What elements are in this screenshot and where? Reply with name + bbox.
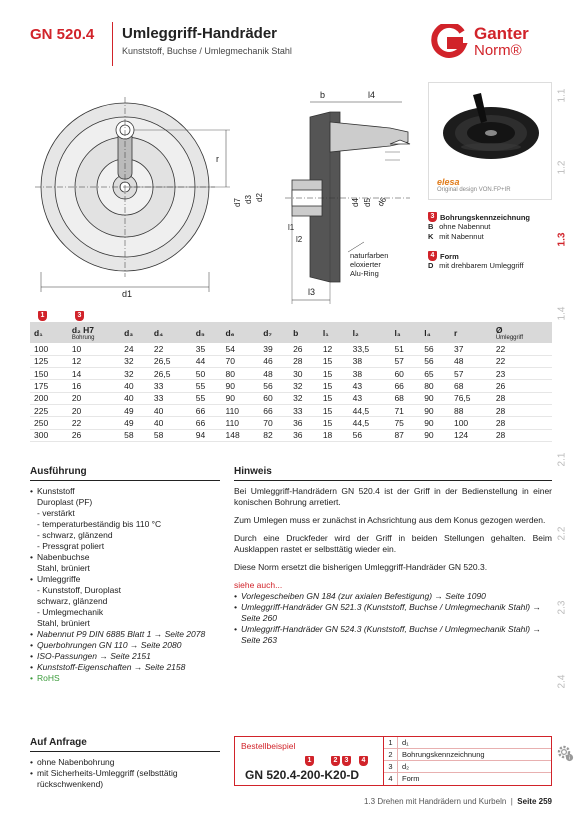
table-cell: 56 [420,343,450,355]
dim-label-l3: l3 [308,287,316,297]
table-cell: 56 [420,355,450,367]
table-cell: 70 [259,417,289,429]
legend-num: 2 [384,749,398,760]
table-cell: 70 [221,355,259,367]
table-cell: 15 [319,380,349,392]
list-item: • Kunststoff [30,486,220,497]
table-cell: 32 [120,368,150,380]
hinweis-paragraph: Bei Umleggriff-Handrädern GN 520.4 ist der Griff in der Bedienstellung in einer konischen Bohrung arretiert. [234,486,552,507]
table-cell: 28 [289,355,319,367]
note-alu-ring: Alu-Ring [350,269,379,278]
table-cell: 66 [390,380,420,392]
front-view [35,97,230,292]
page-header [30,22,560,72]
table-cell: 60 [259,392,289,404]
badge-2: 2 [331,756,340,766]
ganter-logo-icon [430,24,468,58]
table-cell: 66 [192,417,222,429]
table-header-cell [289,322,319,343]
ausfuehrung-section [30,466,220,684]
table-cell: 12 [68,355,120,367]
table-cell: 39 [259,343,289,355]
bore-heading [428,212,558,222]
order-example-code: GN 520.4-200-K20-D [245,768,360,782]
table-header-row [30,322,552,343]
table-cell: 33 [289,404,319,416]
table-cell: 43 [349,392,391,404]
table-row [30,392,552,404]
table-cell: 48 [450,355,492,367]
table-cell: 110 [221,417,259,429]
table-cell: 36 [289,429,319,441]
table-header-cell [390,322,420,343]
table-cell: 57 [450,368,492,380]
badge-1: 1 [38,311,47,321]
table-cell: 26,5 [150,368,192,380]
chapter-link-2-1[interactable]: 2.1 [556,452,568,467]
table-cell: 40 [150,417,192,429]
legend-num: 3 [384,761,398,772]
table-cell: 65 [420,368,450,380]
dim-label-d1: d1 [122,289,133,299]
table-header-cell [30,322,68,343]
table-row [30,343,552,355]
chapter-link-1-4[interactable]: 1.4 [556,306,568,321]
see-also-label: siehe auch... [234,580,283,590]
header-label: d₄ [153,327,164,338]
code-k: K [428,232,434,241]
header-label: l₄ [424,327,431,338]
ausfuehrung-heading: Ausführung [30,466,220,481]
table-header-cell [259,322,289,343]
table-cell: 50 [192,368,222,380]
table-cell: 55 [192,392,222,404]
table-cell: 24 [120,343,150,355]
table-cell: 20 [68,404,120,416]
header-label: Ø [495,324,503,335]
ausfuehrung-list [30,486,220,684]
table-cell: 124 [450,429,492,441]
order-legend [383,737,551,785]
table-header-cell [120,322,150,343]
table-cell: 80 [221,368,259,380]
code-row [428,232,558,242]
chapter-link-1-1[interactable]: 1.1 [556,88,568,103]
list-item: - temperaturbeständig bis 110 °C [37,519,162,529]
table-cell: 22 [492,355,552,367]
list-item[interactable]: • Kunststoff-Eigenschaften → Seite 2158 [30,662,220,673]
header-label: l₂ [352,327,359,338]
table-cell: 44 [192,355,222,367]
order-legend-row [384,737,551,749]
code-b-text: ohne Nabennut [439,222,491,231]
table-cell: 54 [221,343,259,355]
table-cell: 250 [30,417,68,429]
table-cell: 23 [492,368,552,380]
dimensions-table [30,322,552,442]
chapter-link-2-2[interactable]: 2.2 [556,526,568,541]
table-cell: 35 [192,343,222,355]
list-item: Stahl, brüniert [37,563,90,573]
table-cell: 68 [390,392,420,404]
table-cell: 55 [192,380,222,392]
table-cell: 30 [289,368,319,380]
table-cell: 22 [150,343,192,355]
hinweis-paragraph: Diese Norm ersetzt die bisherigen Umleggriff-Handräder GN 520.3. [234,562,488,572]
table-cell: 32 [289,392,319,404]
code-legend [428,208,558,271]
table-cell: 28 [492,429,552,441]
table-cell: 49 [120,417,150,429]
elesa-brand: elesa [437,177,460,187]
table-cell: 100 [450,417,492,429]
dim-label-l1: l1 [288,223,295,232]
table-header-cell [221,322,259,343]
badge-4: 4 [359,756,368,766]
list-item: • ohne Nabenbohrung [30,757,220,768]
table-cell: 88 [450,404,492,416]
legend-text: Form [402,774,420,783]
code-k-text: mit Nabennut [439,232,484,241]
table-cell: 94 [192,429,222,441]
table-cell: 28 [492,392,552,404]
table-cell: 44,5 [349,417,391,429]
table-header-cell [349,322,391,343]
dim-label-d4: d4 [351,198,360,207]
table-cell: 38 [349,355,391,367]
table-cell: 22 [68,417,120,429]
chapter-link-1-3[interactable]: 1.3 [556,232,568,247]
table-body [30,343,552,441]
table-cell: 10 [68,343,120,355]
legend-num: 1 [384,737,398,748]
list-item: Duroplast (PF) [37,497,93,507]
order-legend-row [384,773,551,785]
svg-text:i: i [568,755,571,762]
list-item: • mit Sicherheits-Umleggriff (selbsttätig rückschwenkend) [30,768,220,790]
legend-text: Bohrungskennzeichnung [402,750,485,759]
table-cell: 46 [259,355,289,367]
config-gear-icon[interactable] [556,744,574,762]
table-cell: 57 [390,355,420,367]
header-label: d₇ [263,327,272,338]
table-row [30,417,552,429]
table-row [30,404,552,416]
order-legend-row [384,749,551,761]
table-cell: 26 [68,429,120,441]
header-label: d₂ H7 [71,324,95,335]
dim-label-d3: d3 [244,195,253,204]
list-item: Stahl, brüniert [37,618,90,628]
list-item: - schwarz, glänzend [37,530,113,540]
form-heading-text: Form [440,251,459,261]
order-legend-row [384,761,551,773]
see-also-link[interactable]: • Umleggriff-Handräder GN 524.3 (Kunststoff, Buchse / Umlegmechanik Stahl) → Seite 263 [234,624,552,646]
dim-label-d5: d5 [363,198,372,207]
table-cell: 28 [492,417,552,429]
table-cell: 15 [319,404,349,416]
note-eloxierter: eloxierter [350,260,381,269]
hinweis-heading: Hinweis [234,466,552,481]
table-cell: 90 [420,417,450,429]
product-code: GN 520.4 [30,26,95,43]
table-row [30,355,552,367]
logo-text-norm: Norm® [474,42,522,59]
table-cell: 15 [319,368,349,380]
table-cell: 12 [319,343,349,355]
logo-text-ganter: Ganter [474,24,529,43]
bore-heading-text: Bohrungskennzeichnung [440,212,530,222]
table-cell: 110 [221,404,259,416]
table-cell: 58 [120,429,150,441]
hinweis-section [234,466,552,646]
dim-label-b: b [320,90,326,100]
table-cell: 48 [259,368,289,380]
list-item: - verstärkt [37,508,75,518]
header-label: d₅ [195,327,205,338]
list-item: • RoHS [30,673,220,684]
table-cell: 80 [420,380,450,392]
dim-label-d6: d6 [375,195,389,208]
header-label: d₁ [34,327,43,338]
code-d-text: mit drehbarem Umleggriff [439,261,524,270]
table-cell: 200 [30,392,68,404]
table-cell: 56 [259,380,289,392]
technical-drawing [30,82,420,307]
footer-separator: | [510,797,513,806]
header-label: d₃ [124,327,134,338]
table-cell: 90 [221,380,259,392]
table-cell: 33,5 [349,343,391,355]
page-subtitle: Kunststoff, Buchse / Umlegmechanik Stahl [122,46,292,56]
header-sublabel: Umleggriff [495,334,524,341]
table-cell: 15 [319,417,349,429]
table-cell: 51 [390,343,420,355]
table-cell: 38 [349,368,391,380]
list-item: • Nabenbuchse [30,552,220,563]
product-photo [428,82,552,200]
handwheel-photo [429,83,551,173]
table-cell: 100 [30,343,68,355]
table-header-cell [319,322,349,343]
order-example-box [234,736,552,786]
table-cell: 90 [420,404,450,416]
badge-4: 4 [428,251,437,261]
table-header-cell [420,322,450,343]
legend-text: d₂ [402,762,410,771]
table-cell: 66 [259,404,289,416]
header-label: l₁ [322,327,329,338]
table-cell: 71 [390,404,420,416]
legend-num: 4 [384,773,398,785]
table-cell: 22 [492,343,552,355]
table-cell: 49 [120,404,150,416]
ganter-logo [430,22,560,62]
list-item: - Pressgrat poliert [37,541,105,551]
badge-3: 3 [342,756,351,766]
header-divider [112,22,113,66]
note-naturfarben: naturfarben [350,251,389,260]
badge-3: 3 [428,212,437,222]
table-header-cell [492,322,552,343]
anfrage-section [30,737,220,790]
table-cell: 58 [150,429,192,441]
dim-label-l4: l4 [368,90,376,100]
table-cell: 82 [259,429,289,441]
table-cell: 18 [319,429,349,441]
table-cell: 43 [349,380,391,392]
table-cell: 40 [150,404,192,416]
table-cell: 40 [120,392,150,404]
chapter-link-1-2[interactable]: 1.2 [556,160,568,175]
dim-label-d7: d7 [233,198,242,207]
code-row [428,222,558,232]
table-cell: 76,5 [450,392,492,404]
table-cell: 32 [120,355,150,367]
legend-text: d₁ [402,738,409,747]
table-cell: 40 [120,380,150,392]
header-label: r [453,327,458,338]
table-cell: 32 [289,380,319,392]
code-b: B [428,222,434,231]
table-cell: 90 [420,429,450,441]
list-item[interactable]: • Querbohrungen GN 110 → Seite 2080 [30,640,220,651]
table-cell: 175 [30,380,68,392]
table-header-cell [68,322,120,343]
table-row [30,368,552,380]
badge-3: 3 [75,311,84,321]
code-d: D [428,261,434,270]
list-item: schwarz, glänzend [37,596,108,606]
chapter-link-2-3[interactable]: 2.3 [556,600,568,615]
design-note: Original design VON.FP+IR [437,187,511,193]
table-cell: 36 [289,417,319,429]
table-cell: 148 [221,429,259,441]
table-cell: 15 [319,355,349,367]
table-cell: 125 [30,355,68,367]
table-cell: 37 [450,343,492,355]
list-item[interactable]: • ISO-Passungen → Seite 2151 [30,651,220,662]
footer-section: 1.3 Drehen mit Handrädern und Kurbeln [364,797,507,806]
table-cell: 33 [150,380,192,392]
table-cell: 14 [68,368,120,380]
dim-label-r: r [216,154,219,164]
table-cell: 90 [420,392,450,404]
table-row [30,429,552,441]
table-header-cell [450,322,492,343]
page-title: Umleggriff-Handräder [122,25,278,42]
table-cell: 225 [30,404,68,416]
table-header-cell [192,322,222,343]
table-cell: 15 [319,392,349,404]
dim-label-d2: d2 [255,193,264,202]
table-cell: 300 [30,429,68,441]
side-view [285,102,410,304]
table-cell: 68 [450,380,492,392]
table-cell: 16 [68,380,120,392]
table-cell: 26,5 [150,355,192,367]
table-row [30,380,552,392]
anfrage-heading: Auf Anfrage [30,737,220,752]
see-also-link[interactable]: • Vorlegescheiben GN 184 (zur axialen Befestigung) → Seite 1090 [234,591,552,602]
table-cell: 60 [390,368,420,380]
table-cell: 66 [192,404,222,416]
see-also-link[interactable]: • Umleggriff-Handräder GN 521.3 (Kunststoff, Buchse / Umlegmechanik Stahl) → Seite 260 [234,602,552,624]
list-item: - Kunststoff, Duroplast [37,585,121,595]
table-cell: 90 [221,392,259,404]
table-cell: 26 [289,343,319,355]
list-item: • Umleggriffe [30,574,220,585]
header-label: b [293,327,299,338]
list-item: - Umlegmechanik [37,607,104,617]
badge-1: 1 [305,756,314,766]
hinweis-paragraph: Zum Umlegen muss er zunächst in Achsrichtung aus dem Konus gezogen werden. [234,515,546,525]
header-label: d₆ [225,327,235,338]
table-cell: 33 [150,392,192,404]
table-cell: 75 [390,417,420,429]
table-cell: 28 [492,404,552,416]
table-cell: 26 [492,380,552,392]
table-cell: 44,5 [349,404,391,416]
table-header-cell [150,322,192,343]
hinweis-paragraph: Durch eine Druckfeder wird der Griff in beiden Stellungen gehalten. Beim Ausklappen rastet er selbsttätig wieder ein. [234,533,552,554]
page-footer [300,797,552,806]
table-cell: 150 [30,368,68,380]
form-heading [428,251,558,261]
table-cell: 87 [390,429,420,441]
header-label: l₃ [394,327,401,338]
list-item[interactable]: • Nabennut P9 DIN 6885 Blatt 1 → Seite 2078 [30,629,220,640]
chapter-link-2-4[interactable]: 2.4 [556,674,568,689]
table-cell: 56 [349,429,391,441]
order-example-label: Bestellbeispiel [241,741,296,751]
code-row [428,261,558,271]
dim-label-l2: l2 [296,235,303,244]
footer-page-number: Seite 259 [517,797,552,806]
table-cell: 20 [68,392,120,404]
header-sublabel: Bohrung [71,334,95,341]
